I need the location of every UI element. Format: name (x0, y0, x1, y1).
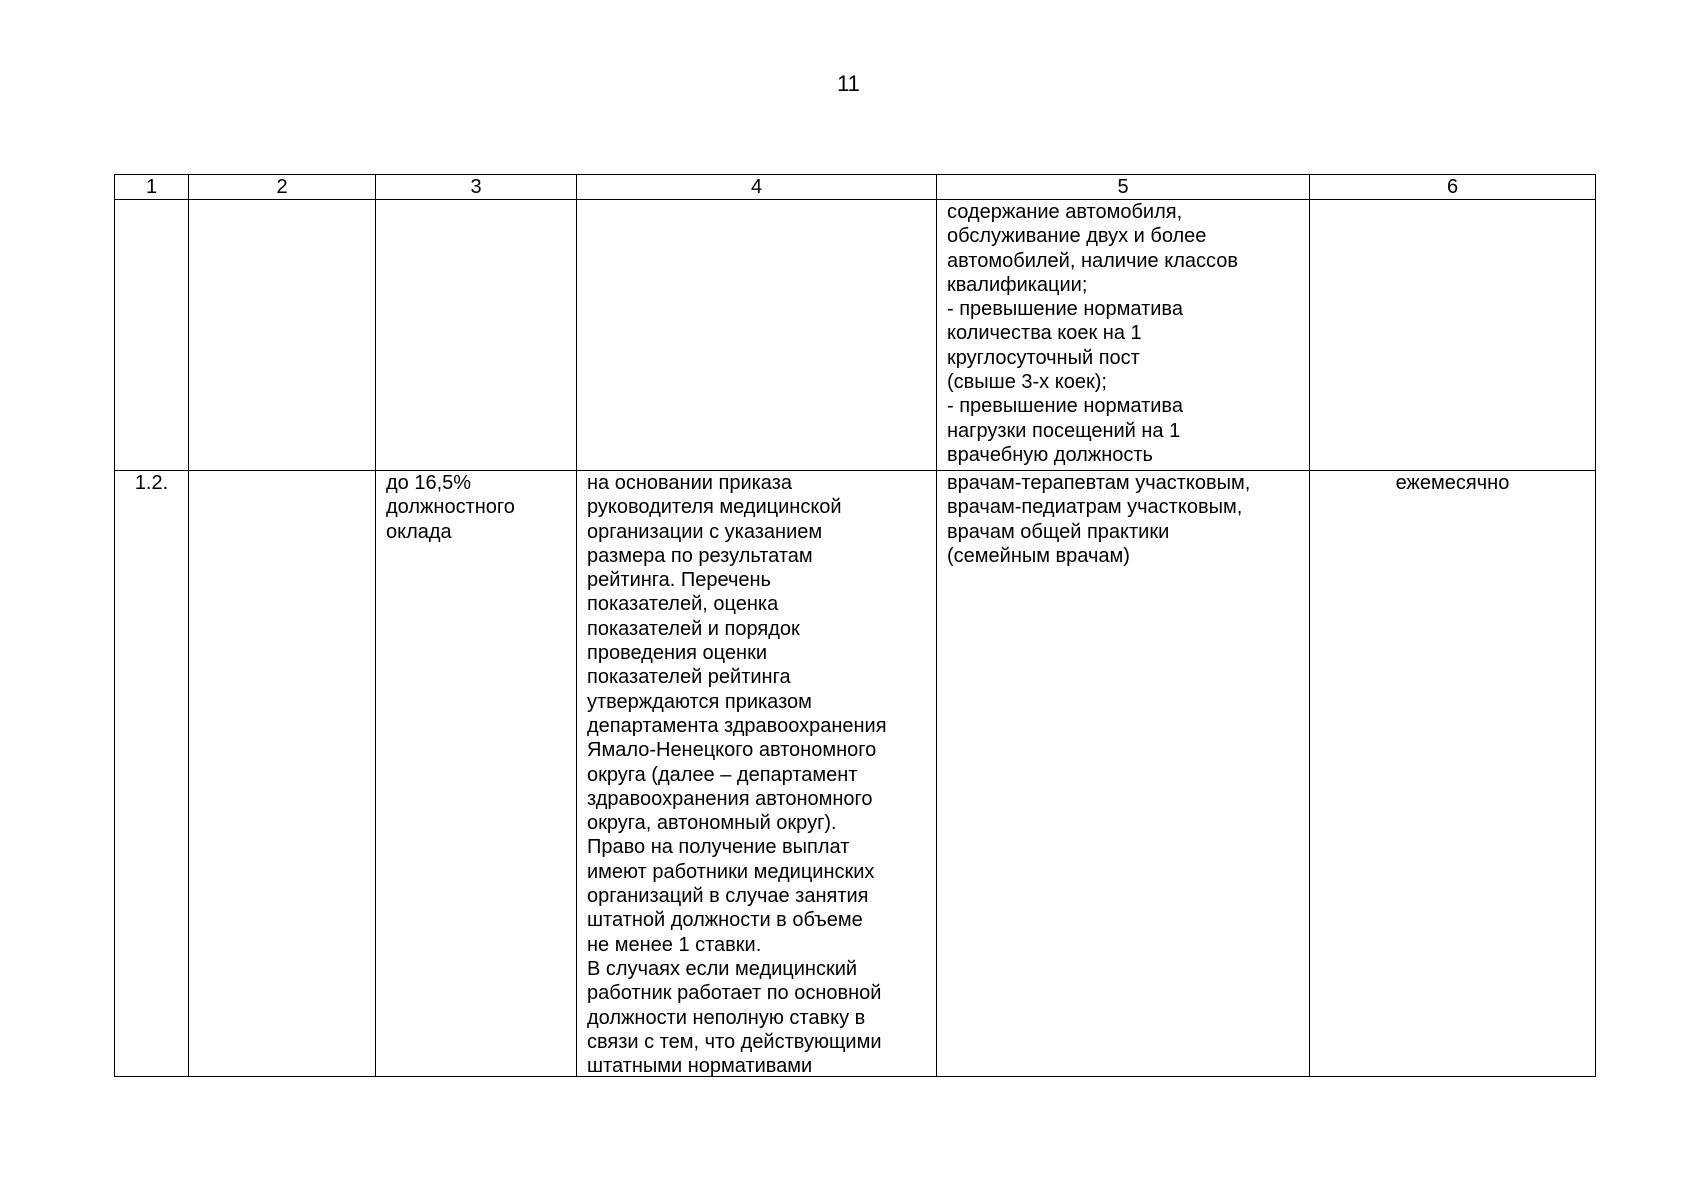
table-cell (376, 200, 577, 471)
table-cell (577, 471, 937, 1077)
table-cell (937, 471, 1310, 1077)
table-row (115, 200, 1596, 471)
table-cell (937, 200, 1310, 471)
table-header-row (115, 175, 1596, 200)
column-header-2: 2 (189, 175, 376, 200)
column-header-3: 3 (376, 175, 577, 200)
cell-text (199, 200, 365, 470)
payment-size: до 16,5% должностного оклада (386, 472, 515, 543)
cell-text (386, 200, 566, 470)
payment-conditions: на основании приказа руководителя медицинской организации с указанием размера по результатам рейтинга. Перечень показателей, оценка показателей и порядок проведения оценки показателей рейтинга утверждаются приказом департамента здравоохранения Ямало-Ненецкого автономного округа (далее – департамент здравоохранения автономного округа, автономный округ). Право на получение выплат имеют работники медицинских организаций в случае занятия штатной должности в объеме не менее 1 ставки. В случаях если медицинский работник работает по основной должности неполную ставку в связи с тем, что действующими штатными нормативами (587, 472, 887, 1076)
column-header-1: 1 (115, 175, 189, 200)
cell-text (587, 200, 926, 470)
table-cell (189, 200, 376, 471)
table-cell (115, 200, 189, 471)
table-row (115, 471, 1596, 1077)
recipients: врачам-терапевтам участковым, врачам-педиатрам участковым, врачам общей практики (семейным врачам) (947, 472, 1251, 567)
cell-text (1320, 200, 1585, 470)
page-number: 11 (837, 71, 860, 96)
column-header-4: 4 (577, 175, 937, 200)
table-cell (189, 471, 376, 1077)
cell-text (199, 471, 365, 1076)
document-table (114, 174, 1596, 1077)
table-cell (1310, 200, 1596, 471)
table-cell (376, 471, 577, 1077)
column-header-5: 5 (937, 175, 1310, 200)
column-header-6: 6 (1310, 175, 1596, 200)
table-cell (115, 471, 189, 1077)
table-cell (577, 200, 937, 471)
payment-frequency: ежемесячно (1395, 472, 1510, 494)
row-number: 1.2. (134, 472, 169, 494)
cell-text (125, 200, 178, 470)
table-cell (1310, 471, 1596, 1077)
cell-text: содержание автомобиля, обслуживание двух и более автомобилей, наличие классов квалификации; - превышение норматива количества коек на 1 круглосуточный пост (свыше 3-х коек); - превышение норматива нагрузки посещений на 1 врачебную должность (947, 201, 1238, 466)
